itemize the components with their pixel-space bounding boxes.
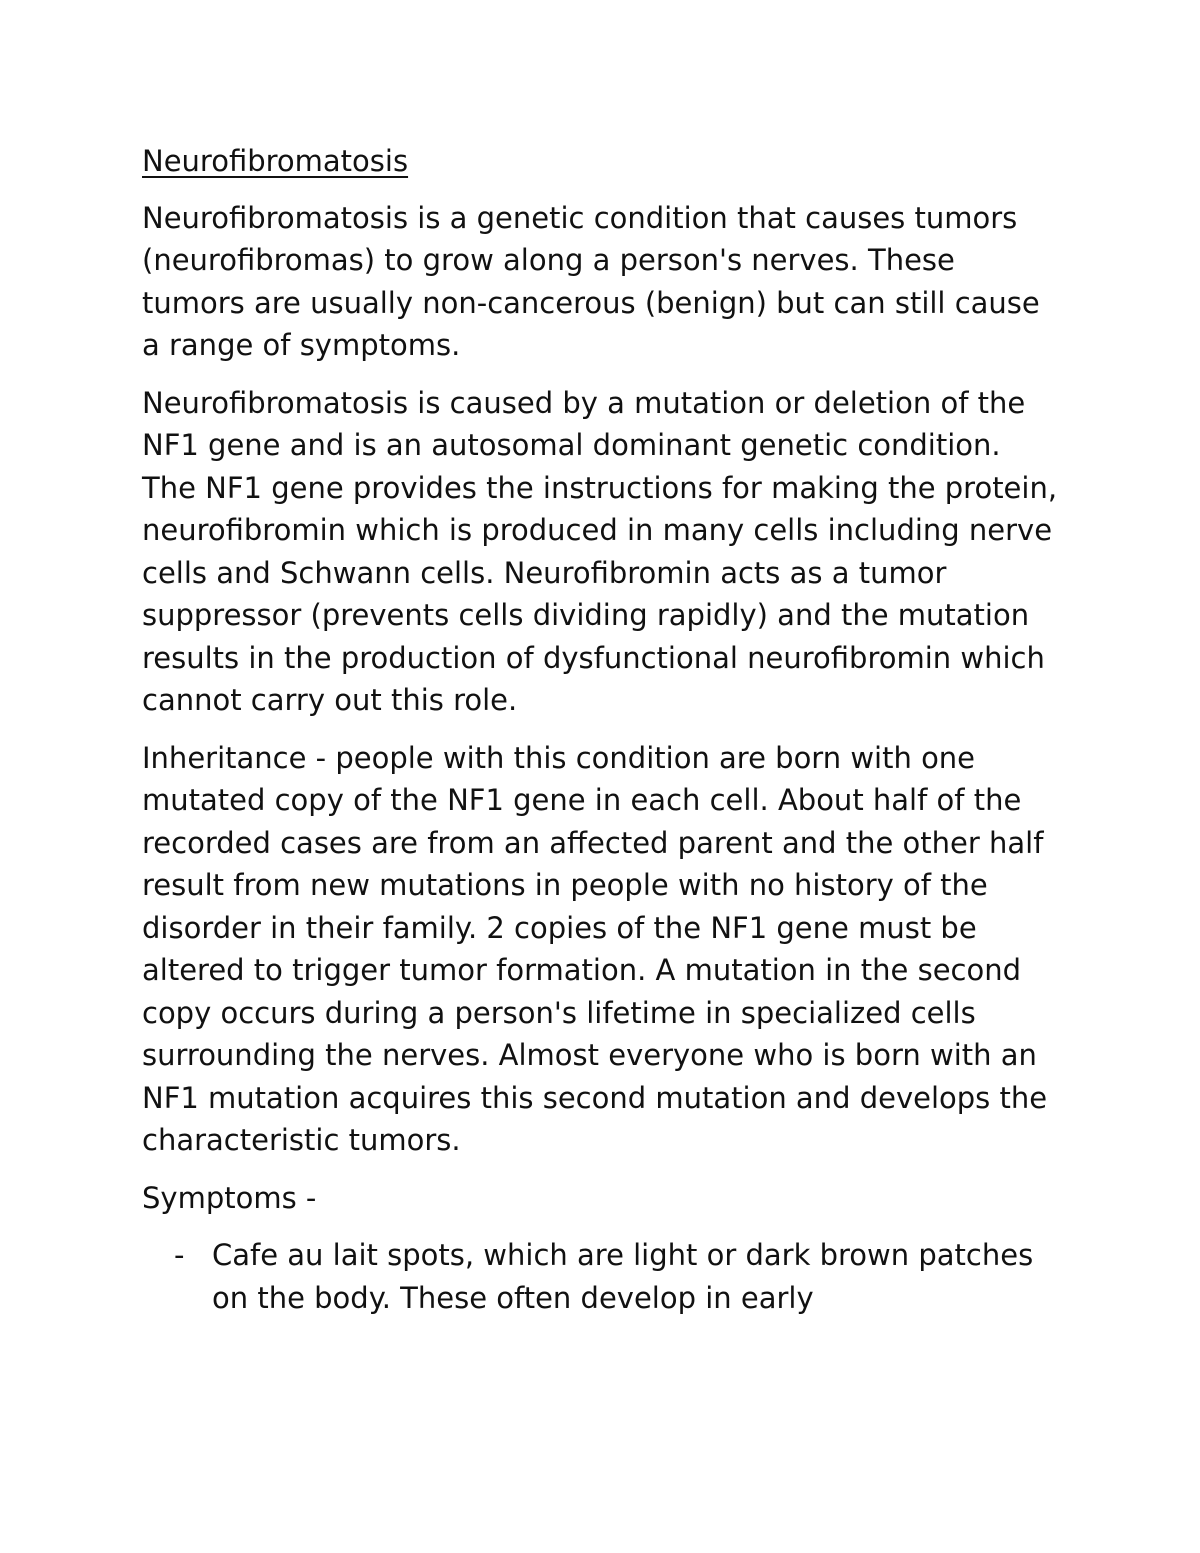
document-title: Neurofibromatosis xyxy=(142,144,409,178)
list-item-text: Cafe au lait spots, which are light or dark brown patches on the body. These often develop in early xyxy=(212,1238,1034,1315)
paragraph-inheritance: Inheritance - people with this condition are born with one mutated copy of the NF1 gene in each cell. About half of the recorded cases are from an affected parent and the other half result from new mutations in people with no history of the disorder in their family. 2 copies of the NF1 gene must be altered to trigger tumor formation. A mutation in the second copy occurs during a person's lifetime in specialized cells surrounding the nerves. Almost everyone who is born with an NF1 mutation acquires this second mutation and develops the characteristic tumors. xyxy=(142,740,1048,1157)
list-item xyxy=(142,1234,1062,1319)
dash-bullet: - xyxy=(174,1238,185,1272)
document-page xyxy=(142,140,1062,1319)
symptoms-list xyxy=(142,1234,1062,1319)
paragraph-intro: Neurofibromatosis is a genetic condition that causes tumors (neurofibromas) to grow along a person's nerves. These tumors are usually non-cancerous (benign) but can still cause a range of symptoms. xyxy=(142,200,1040,362)
symptoms-heading: Symptoms - xyxy=(142,1180,317,1215)
paragraph-cause: Neurofibromatosis is caused by a mutation or deletion of the NF1 gene and is an autosomal dominant genetic condition. The NF1 gene provides the instructions for making the protein, neurofibromin which is produced in many cells including nerve cells and Schwann cells. Neurofibromin acts as a tumor suppressor (prevents cells dividing rapidly) and the mutation results in the production of dysfunctional neurofibromin which cannot carry out this role. xyxy=(142,385,1058,717)
